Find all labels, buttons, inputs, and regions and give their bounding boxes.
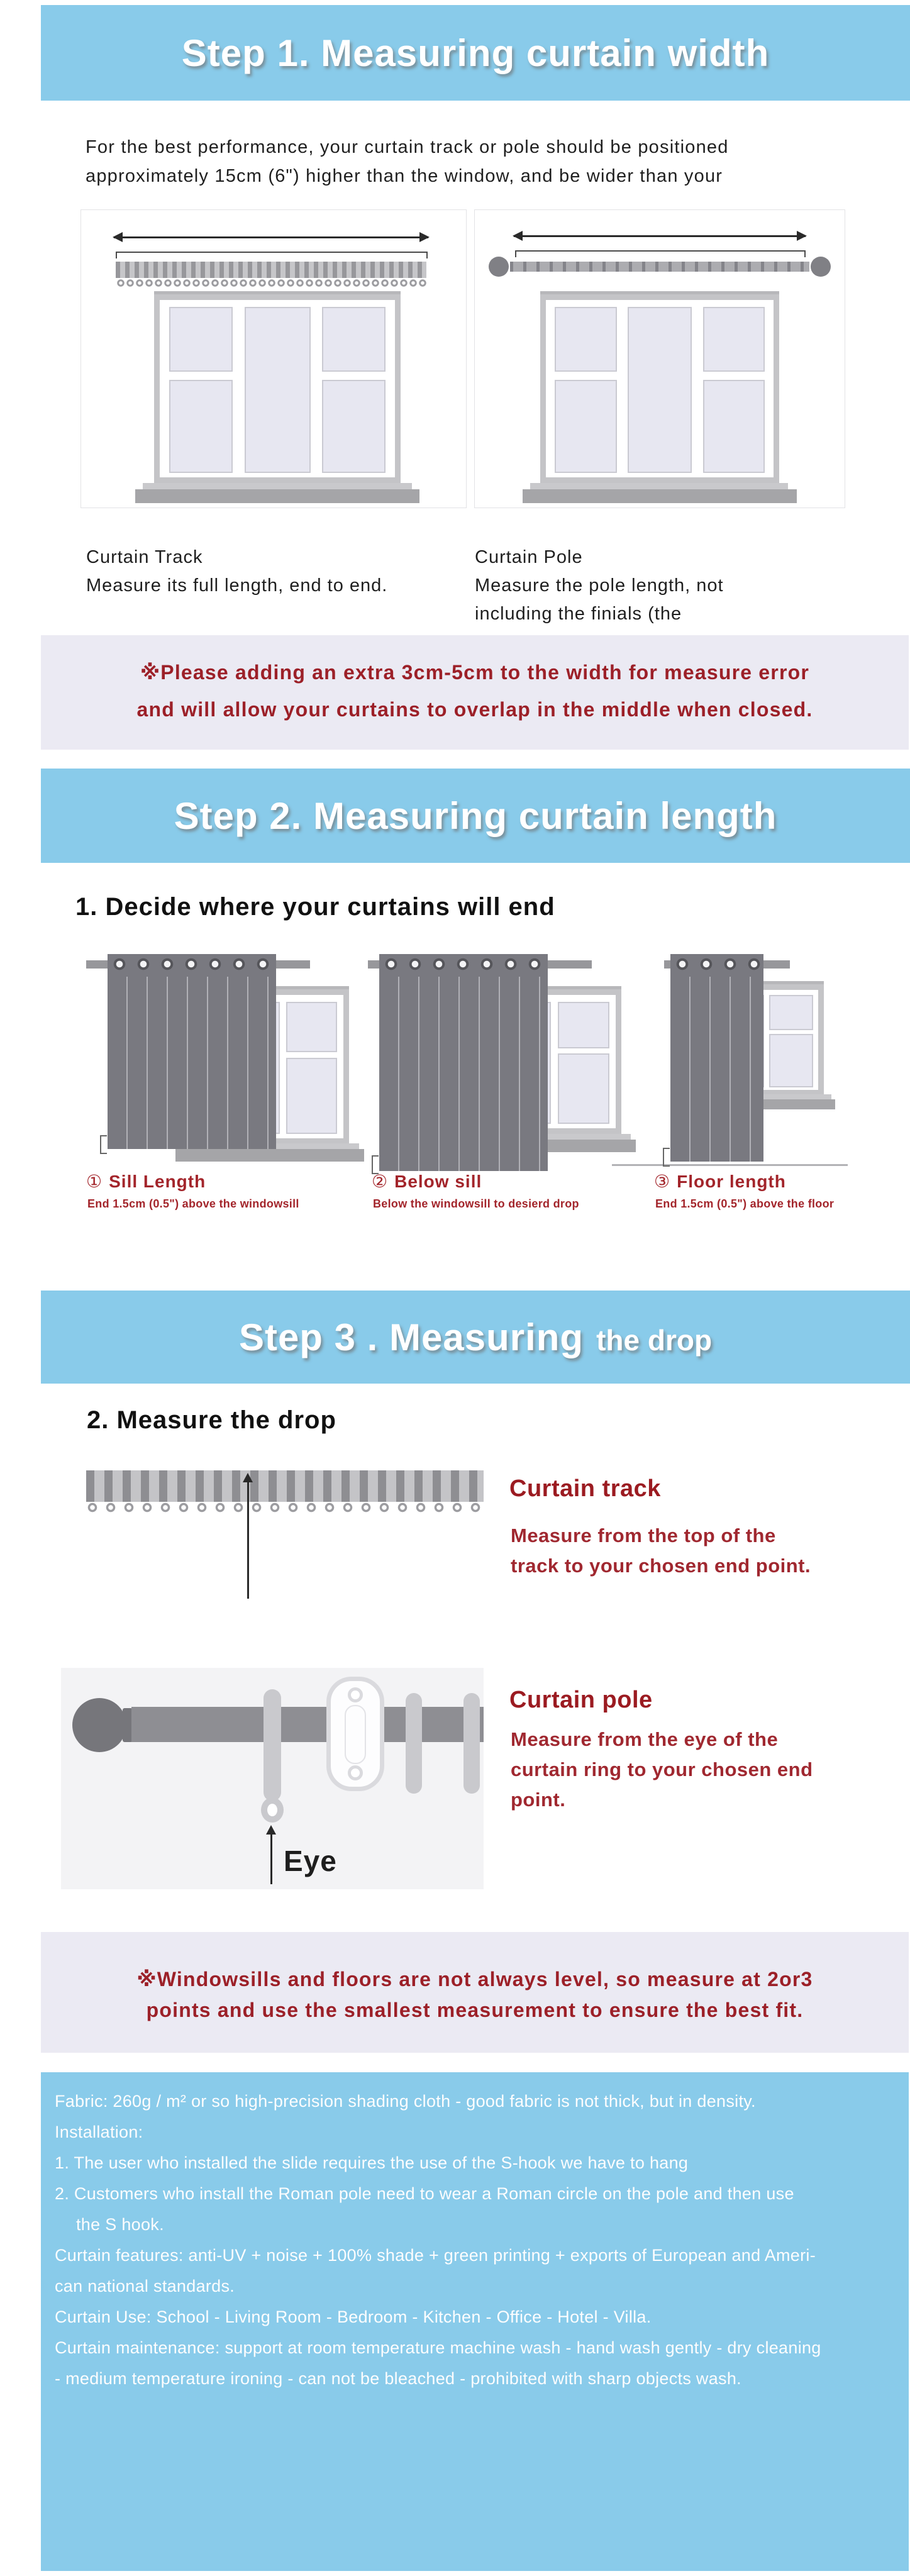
option1-desc: End 1.5cm (0.5") above the windowsill — [87, 1197, 299, 1210]
pole-caption-line1: Measure the pole length, not — [475, 575, 724, 596]
floor-length-diagram — [653, 953, 909, 1174]
ring-eye-icon — [261, 1797, 284, 1823]
width-note-box — [41, 635, 909, 750]
track-extent-bracket — [116, 252, 428, 258]
pole-caption-line2: including the finials (the — [475, 604, 682, 624]
windowsill — [143, 483, 412, 489]
step3-banner-title: Step 3 . Measuring the drop — [238, 1316, 713, 1358]
footer-line: Curtain Use: School - Living Room - Bedroom - Kitchen - Office - Hotel - Villa. — [55, 2307, 652, 2326]
footer-line: - medium temperature ironing - can not be bleached - prohibited with sharp objects wash. — [55, 2369, 741, 2388]
pole-drop-panel — [61, 1668, 484, 1889]
track-drop-line2: track to your chosen end point. — [511, 1555, 811, 1577]
finial-left-icon — [489, 257, 509, 277]
step2-banner-title: Step 2. Measuring curtain length — [174, 794, 777, 837]
level-note-line2: points and use the smallest measurement to ensure the best fit. — [146, 1999, 804, 2021]
option2-desc: Below the windowsill to desierd drop — [373, 1197, 579, 1210]
pole-drop-line3: point. — [511, 1789, 566, 1811]
curtain-ring — [406, 1693, 422, 1794]
step1-banner — [41, 5, 910, 101]
curtain-pole-diagram — [474, 209, 845, 508]
step3-banner — [41, 1291, 910, 1384]
pole-bar — [131, 1707, 484, 1742]
finial-icon — [72, 1698, 126, 1752]
width-note-line2: and will allow your curtains to overlap in the middle when closed. — [136, 698, 813, 721]
step1-intro-line2: approximately 15cm (6") higher than the window, and be wider than your — [86, 166, 723, 186]
curtain-illustration — [108, 954, 276, 1149]
footer-line: Curtain maintenance: support at room temperature machine wash - hand wash gently - dry cleaning — [55, 2338, 821, 2357]
measure-mark-icon — [100, 1135, 107, 1154]
pole-caption — [475, 543, 724, 628]
track-drop-hooks — [86, 1502, 484, 1513]
step3-heading: 2. Measure the drop — [87, 1406, 336, 1434]
width-arrow-icon — [514, 235, 806, 237]
track-drop-title: Curtain track — [509, 1475, 661, 1502]
step2-heading: 1. Decide where your curtains will end — [75, 893, 555, 921]
footer-line: Curtain features: anti-UV + noise + 100% shade + green printing + exports of European and Ameri- — [55, 2246, 816, 2265]
step3-banner-subtitle: the drop — [596, 1323, 713, 1357]
windowsill-ledge — [523, 489, 797, 503]
curtain-illustration — [670, 954, 763, 1162]
measure-mark-icon — [663, 1148, 670, 1167]
track-caption-line: Measure its full length, end to end. — [86, 575, 388, 596]
pole-drop-line1: Measure from the eye of the — [511, 1728, 779, 1750]
pole-drop-line2: curtain ring to your chosen end — [511, 1758, 813, 1780]
eye-label: Eye — [284, 1845, 337, 1877]
footer-line: 1. The user who installed the slide requires the use of the S-hook we have to hang — [55, 2153, 689, 2172]
window-illustration — [540, 294, 779, 483]
width-note-line1: ※Please adding an extra 3cm-5cm to the width for measure error — [140, 661, 810, 684]
footer-line: Installation: — [55, 2123, 143, 2141]
track-drop-strip — [86, 1470, 484, 1502]
width-arrow-icon — [114, 236, 428, 238]
step1-intro-line1: For the best performance, your curtain track or pole should be positioned — [86, 137, 729, 157]
track-caption — [86, 543, 387, 600]
step1-banner-title: Step 1. Measuring curtain width — [181, 31, 770, 74]
eye-arrow-icon — [270, 1834, 272, 1884]
track-drop-line1: Measure from the top of the — [511, 1524, 776, 1546]
grommets-icon — [670, 954, 763, 974]
below-sill-diagram — [367, 953, 637, 1174]
sill-length-diagram — [85, 953, 355, 1174]
window-illustration — [154, 294, 401, 483]
grommets-icon — [108, 954, 276, 974]
footer-line: Fabric: 260g / m² or so high-precision shading cloth - good fabric is not thick, but in density. — [55, 2092, 756, 2111]
curtain-illustration — [379, 954, 548, 1171]
curtain-track-diagram — [80, 209, 467, 508]
pole-drop-title: Curtain pole — [509, 1687, 653, 1713]
windowsill — [530, 483, 788, 489]
option3-desc: End 1.5cm (0.5") above the floor — [655, 1197, 835, 1210]
curtain-ring — [264, 1689, 281, 1801]
drop-arrow-icon — [247, 1482, 249, 1599]
track-caption-title: Curtain Track — [86, 547, 203, 567]
pole-with-rings — [510, 262, 809, 272]
option2-label: ② Below sill — [372, 1172, 482, 1191]
curtain-ring — [463, 1693, 480, 1794]
track-hooks — [116, 278, 426, 288]
product-details-footer — [41, 2072, 909, 2571]
footer-line: can national standards. — [55, 2277, 235, 2296]
level-note-box — [41, 1932, 909, 2053]
step2-banner — [41, 769, 910, 863]
pole-extent-bracket — [515, 250, 806, 257]
wall-bracket — [326, 1677, 384, 1791]
track-strip — [116, 262, 426, 278]
finial-right-icon — [811, 257, 831, 277]
pole-caption-title: Curtain Pole — [475, 547, 583, 567]
footer-line: 2. Customers who install the Roman pole need to wear a Roman circle on the pole and then use — [55, 2184, 794, 2203]
grommets-icon — [379, 954, 548, 974]
option1-label: ① Sill Length — [86, 1172, 206, 1191]
option3-label: ③ Floor length — [654, 1172, 786, 1191]
windowsill-ledge — [135, 489, 419, 503]
level-note-line1: ※Windowsills and floors are not always level, so measure at 2or3 — [136, 1968, 813, 1990]
footer-line: the S hook. — [76, 2215, 164, 2234]
floor-line — [612, 1164, 848, 1166]
